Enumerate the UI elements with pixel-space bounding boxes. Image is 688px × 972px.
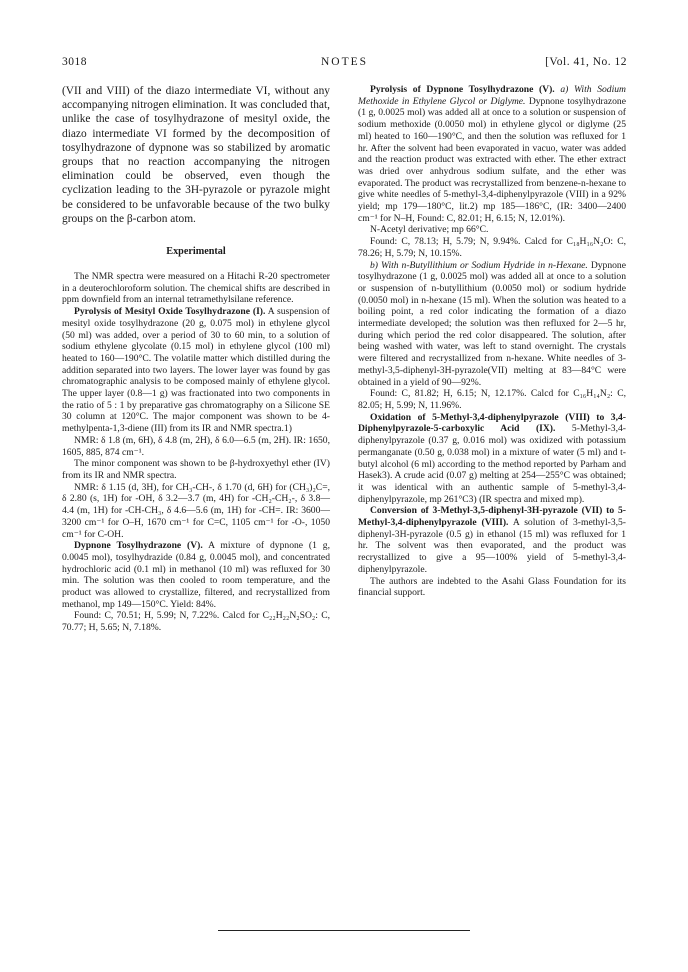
minor-component-paragraph: The minor component was shown to be β-hydroxyethyl ether (IV) from its IR and NMR spectra. [62,458,330,481]
conversion-paragraph [358,505,626,575]
left-column [62,84,330,634]
oxidation-title: Oxidation of 5-Methyl-3,4-diphenylpyrazole (VIII) to 3,4-Diphenylpyrazole-5-carboxylic Acid (IX). [358,411,626,435]
acknowledgement-paragraph: The authors are indebted to the Asahi Glass Foundation for its financial support. [358,575,626,599]
method-a-body: Dypnone tosylhydrazone (1 g, 0.0025 mol) was added all at once to a solution or suspension of sodium methoxide (0.0050 mol) in ethylene glycol or diglyme (25 ml) heated to 160—190°C, and then the solution was refluxed for 1 hr. After the solvent had been evaporated in vacuo, water was added and the reaction product was extracted with ether. The ether extract was dried over anhydrous sodium sulfate, and the ether was evaporated. The product was recrystallized from benzene-n-hexane to give white needles of 5-methyl-3,4-diphenylpyrazole (VIII) in a 92% yield; mp 179—180°C, lit.2) mp 185—186°C, (IR: 3400—2400 cm⁻¹ for N–H, Found: C, 82.01; H, 6.15; N, 12.01%). [358,95,626,224]
dypnone-tosylhydrazone-title: Dypnone Tosylhydrazone (V). [74,540,203,552]
dypnone-tosylhydrazone-body: A mixture of dypnone (1 g, 0.0045 mol), tosylhydrazide (0.84 g, 0.0045 mol), and concentrated hydrochloric acid (0.1 ml) in methanol (10 ml) was refluxed for 30 min. The solution was then cooled to room temperature, and the product was allowed to crystallize, filtered, and recrystallized from methanol, mp 149—150°C. Yield: 84%. [62,540,330,610]
dypnone-pyrolysis-title: Pyrolysis of Dypnone Tosylhydrazone (V). [370,84,555,95]
nmr-diene-paragraph: NMR: δ 1.8 (m, 6H), δ 4.8 (m, 2H), δ 6.0—6.5 (m, 2H). IR: 1650, 1605, 885, 874 cm⁻¹. [62,434,330,458]
method-a-subtitle: a) With Sodium Methoxide in Ethylene Glycol or Diglyme. [358,84,626,107]
oxidation-body: 5-Methyl-3,4-diphenylpyrazole (0.37 g, 0.016 mol) was oxidized with potassium permanganate (0.50 g, 0.038 mol) in a mixture of water (5 ml) and t-butyl alcohol (6 ml) according to the method reported by Parham and Hasek3). A crude acid (0.07 g) melting at 254—255°C was obtained; it was identical with an authentic sample of 5-methyl-3,4-diphenylpyrazole, mp 261°C3) (IR spectra and mixed mp). [358,423,626,505]
found-analysis-pyrazole: Found: C, 81.82; H, 6.15; N, 12.17%. Calcd for C₁₆H₁₄N₂: C, 82.05; H, 5.99; N, 11.96%. [358,388,626,411]
oxidation-paragraph [358,412,626,506]
nmr-ether-paragraph: NMR: δ 1.15 (d, 3H), for CH₃-CH-, δ 1.70 (d, 6H) for (CH₃)₂C=, δ 2.80 (s, 1H) for -OH, δ 3.2—3.7 (m, 4H) for -CH₂-CH₂-, δ 3.8—4.4 (m, 1H) for -CH-CH₃, δ 4.6—5.6 (m, 1H) for -CH=. IR: 3600—3200 cm⁻¹ for O–H, 1670 cm⁻¹ for C=C, 1105 cm⁻¹ for -O-, 1050 cm⁻¹ for C-OH. [62,481,330,540]
intro-paragraph: (VII and VIII) of the diazo intermediate VI, without any accompanying nitrogen elimination. It was concluded that, unlike the case of tosylhydrazone of mesityl oxide, the diazo intermediate VI formed by the decomposition of tosylhydrazone of dypnone was so stabilized by aromatic groups that no reaction accompanying the nitrogen elimination could be observed, even though the cyclization leading to the 3H-pyrazole or pyrazole might be considered to be unfavorable because of the two bulky groups on the β-carbon atom. [62,85,330,225]
nmr-method-paragraph: The NMR spectra were measured on a Hitachi R-20 spectrometer in a deuterochloroform solution. The chemical shifts are described in ppm downfield from an internal tetramethylsilane reference. [62,271,330,306]
end-rule [218,930,470,931]
conversion-title: Conversion of 3-Methyl-3,5-diphenyl-3H-pyrazole (VII) to 5-Methyl-3,4-diphenylpyrazole (VIII). [358,505,626,529]
page-number: 3018 [62,56,87,68]
method-b-body: Dypnone tosylhydrazone (1 g, 0.0025 mol) was added all at once to a solution or suspension of n-butyllithium (0.0050 mol) or sodium hydride (0.0050 mol) in n-hexane (15 ml). When the solution was heated to a boiling point, a red color indicating the formation of a diazo intermediate developed; the solution was then refluxed for 2—5 hr, during which period the red color disappeared. The solution, after being washed with water, was left to stand overnight. The crystals were filtered and recrystallized from n-hexane. White needles of 3-methyl-3,5-diphenyl-3H-pyrazole(VII) melting at 83—84°C were obtained in a yield of 90—92%. [358,259,626,388]
found-analysis-left: Found: C, 70.51; H, 5.99; N, 7.22%. Calcd for C₂₂H₂₂N₂SO₂: C, 70.77; H, 5.65; N, 7.18%. [62,610,330,634]
found-analysis-acetyl: Found: C, 78.13; H, 5.79; N, 9.94%. Calcd for C₁₈H₁₆N₂O: C, 78.26; H, 5.79; N, 10.15%. [358,236,626,259]
method-b-subtitle: b) With n-Butyllithium or Sodium Hydride in n-Hexane. [370,259,588,271]
volume-info: [Vol. 41, No. 12 [545,56,627,68]
right-column [358,84,626,599]
experimental-heading: Experimental [166,246,226,258]
journal-section: NOTES [320,56,369,68]
method-b-paragraph [358,260,626,389]
mesityl-pyrolysis-paragraph [62,306,330,435]
conversion-body: A solution of 3-methyl-3,5-diphenyl-3H-pyrazole (0.5 g) in ethanol (15 ml) was refluxed for 1 hr. The solvent was then evaporated, and the product was recrystallized to give a 95—100% yield of 5-methyl-3,4-diphenylpyrazole. [358,517,627,575]
page-header [62,56,627,72]
mesityl-pyrolysis-title: Pyrolysis of Mesityl Oxide Tosylhydrazone (I). [74,306,266,318]
dypnone-pyrolysis-paragraph [358,84,626,224]
dypnone-tosylhydrazone-paragraph [62,540,330,610]
mesityl-pyrolysis-body: A suspension of mesityl oxide tosylhydrazone (20 g, 0.075 mol) in ethylene glycol (50 ml) was added, over a period of 30 to 60 min, to a solution of sodium ethylene glycolate (0.15 mol) in ethylene glycol (100 ml) heated to 160—190°C. The volatile matter which distilled during the addition separated into two layers. The lower layer was found by gas chromatographic analysis to be composed mainly of ethylene glycol. The upper layer (0.8—1 g) was fractionated into two components in the ratio of 5 : 1 by preparative gas chromatography on a Silicone SE 30 column at 120°C. The major component was shown to be 4-methylpenta-1,3-diene (III) from its IR and NMR spectra.1) [62,306,330,435]
acetyl-derivative-paragraph: N-Acetyl derivative; mp 66°C. [370,224,489,236]
